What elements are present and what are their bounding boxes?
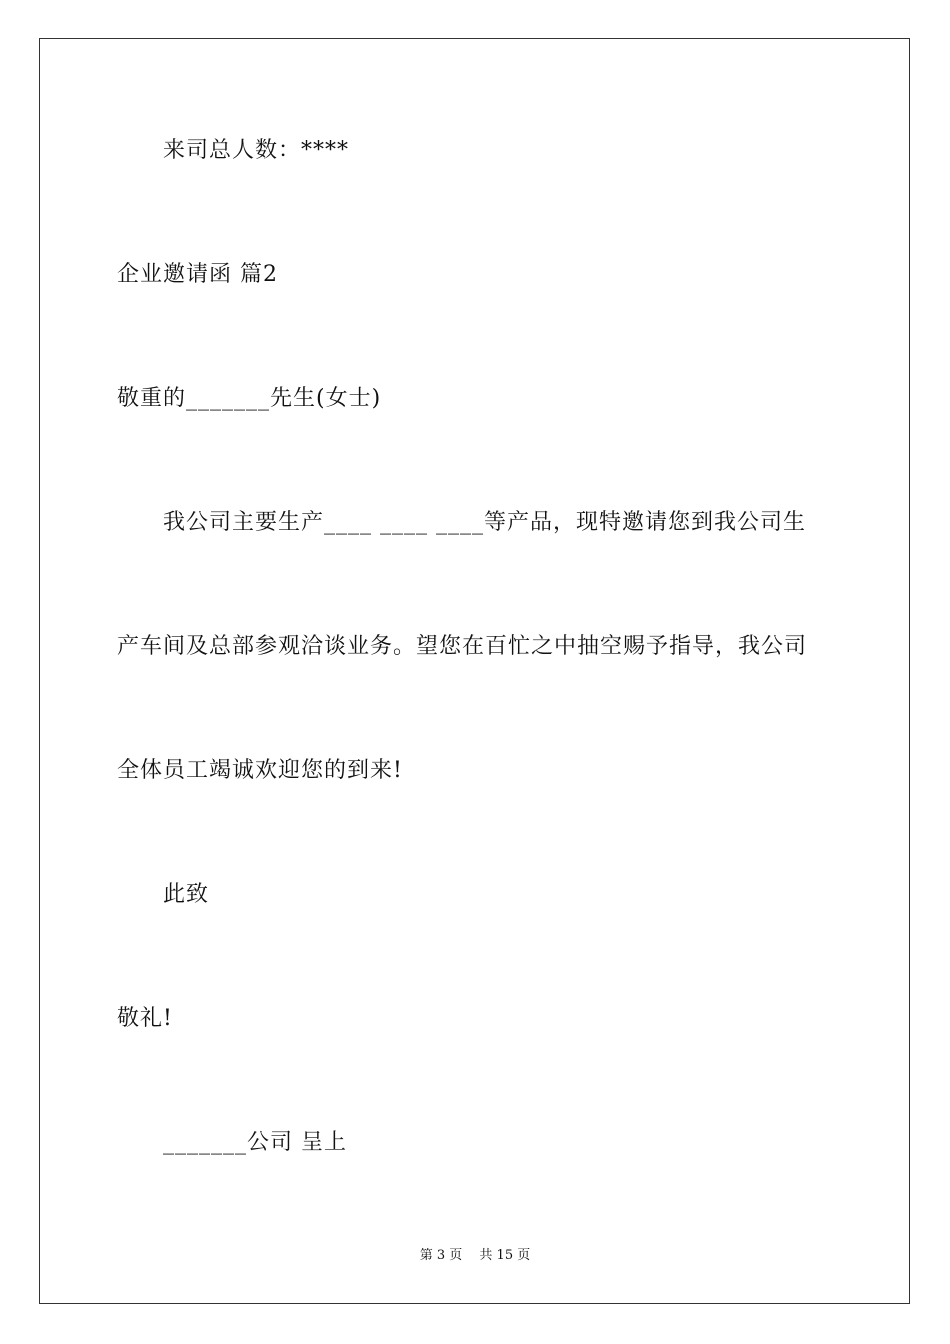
salutation: 敬重的_______先生(女士) xyxy=(117,386,382,411)
total-visitors-line: 来司总人数：**** xyxy=(163,138,350,163)
page-border xyxy=(39,38,910,1304)
body-paragraph-line-1: 我公司主要生产____ ____ ____等产品，现特邀请您到我公司生 xyxy=(163,510,806,535)
body-paragraph-line-3: 全体员工竭诚欢迎您的到来! xyxy=(117,758,403,783)
page-number: 第 3 页 共 15 页 xyxy=(419,1248,531,1263)
signature-line: _______公司 呈上 xyxy=(163,1130,347,1155)
body-paragraph-line-2: 产车间及总部参观洽谈业务。望您在百忙之中抽空赐予指导，我公司 xyxy=(117,634,808,659)
section-heading: 企业邀请函 篇2 xyxy=(117,262,278,287)
closing-phrase: 此致 xyxy=(163,882,210,907)
closing-salute: 敬礼! xyxy=(117,1006,173,1031)
